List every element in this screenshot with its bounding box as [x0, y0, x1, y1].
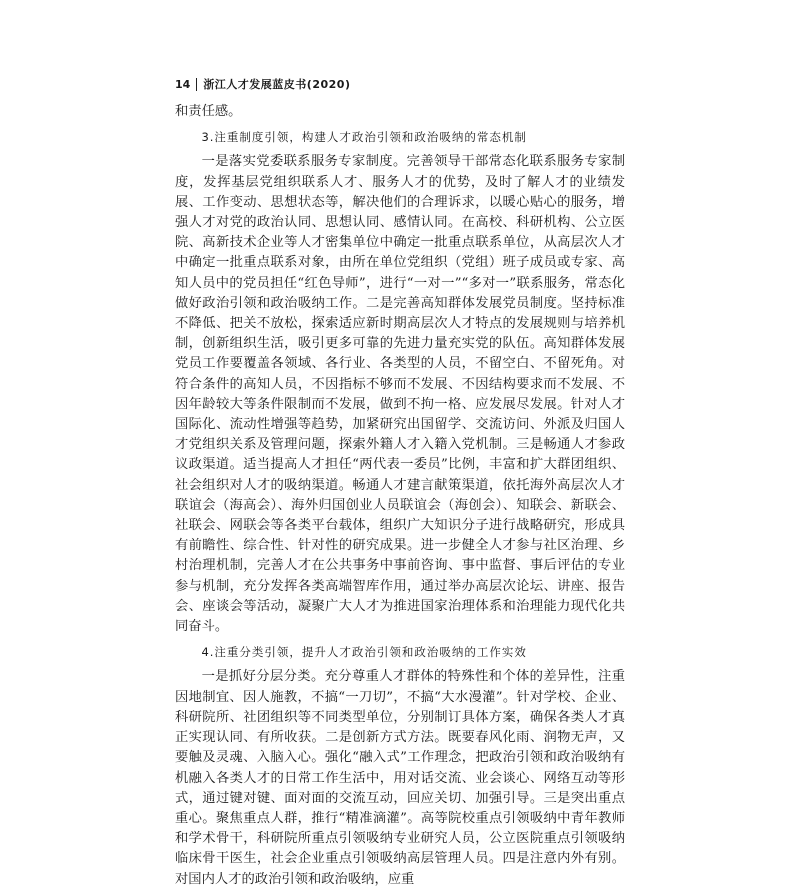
section-heading-3: 3.注重制度引领，构建人才政治引领和政治吸纳的常态机制 — [201, 130, 527, 145]
page-number: 14 — [175, 77, 191, 91]
running-header — [175, 75, 635, 93]
paragraph-institution: 一是落实党委联系服务专家制度。完善领导干部常态化联系服务专家制度，发挥基层党组织联系人才、服务人才的优势，及时了解人才的业绩发展、工作变动、思想状态等，解决他们的合理诉求，以暖心贴心的服务，增强人才对党的政治认同、思想认同、感情认同。在高校、科研机构、公立医院、高新技术企业等人才密集单位中确定一批重点联系单位，从高层次人才中确定一批重点联系对象，由所在单位党组织（党组）班子成员或专家、高知人员中的党员担任“红色导师”，进行“一对一”“多对一”联系服务，常态化做好政治引领和政治吸纳工作。二是完善高知群体发展党员制度。坚持标准不降低、把关不放松，探索适应新时期高层次人才特点的发展规则与培养机制，创新组织生活，吸引更多可靠的先进力量充实党的队伍。高知群体发展党员工作要覆盖各领域、各行业、各类型的人员，不留空白、不留死角。对符合条件的高知人员，不因指标不够而不发展、不因结构要求而不发展、不因年龄较大等条件限制而不发展，做到不拘一格、应发展尽发展。针对人才国际化、流动性增强等趋势，加紧研究出国留学、交流访问、外派及归国人才党组织关系及管理问题，探索外籍人才入籍入党机制。三是畅通人才参政议政渠道。适当提高人才担任“两代表一委员”比例，丰富和扩大群团组织、社会组织对人才的吸纳渠道。畅通人才建言献策渠道，依托海外高层次人才联谊会（海高会）、海外归国创业人员联谊会（海创会）、知联会、新联会、社联会、网联会等各类平台载体，组织广大知识分子进行战略研究，形成具有前瞻性、综合性、针对性的研究成果。进一步健全人才参与社区治理、乡村治理机制，完善人才在公共事务中事前咨询、事中监督、事后评估的专业参与机制，充分发挥各类高端智库作用，通过举办高层次论坛、讲座、报告会、座谈会等活动，凝聚广大人才为推进国家治理体系和治理能力现代化共同奋斗。 — [175, 154, 625, 635]
header-divider — [196, 78, 197, 91]
paragraph-classification: 一是抓好分层分类。充分尊重人才群体的特殊性和个体的差异性，注重因地制宜、因人施教，不搞“一刀切”，不搞“大水漫灌”。针对学校、企业、科研院所、社团组织等不同类型单位，分别制订具体方案，确保各类人才真正实现认同、有所收获。二是创新方式方法。既要春风化雨、润物无声，又要触及灵魂、入脑入心。强化“融入式”工作理念，把政治引领和政治吸纳有机融入各类人才的日常工作生活中，用对话交流、业会谈心、网络互动等形式，通过键对键、面对面的交流互动，回应关切、加强引导。三是突出重点重心。聚焦重点人群，推行“精准滴灌”。高等院校重点引领吸纳中青年教师和学术骨干，科研院所重点引领吸纳专业研究人员，公立医院重点引领吸纳临床骨干医生，社会企业重点引领吸纳高层管理人员。四是注意内外有别。对国内人才的政治引领和政治吸纳，应重 — [175, 669, 625, 887]
continued-paragraph: 和责任感。 — [175, 104, 242, 119]
page-body — [175, 102, 625, 890]
running-title: 浙江人才发展蓝皮书(2020) — [203, 78, 351, 91]
section-heading-4: 4.注重分类引领，提升人才政治引领和政治吸纳的工作实效 — [201, 645, 527, 660]
